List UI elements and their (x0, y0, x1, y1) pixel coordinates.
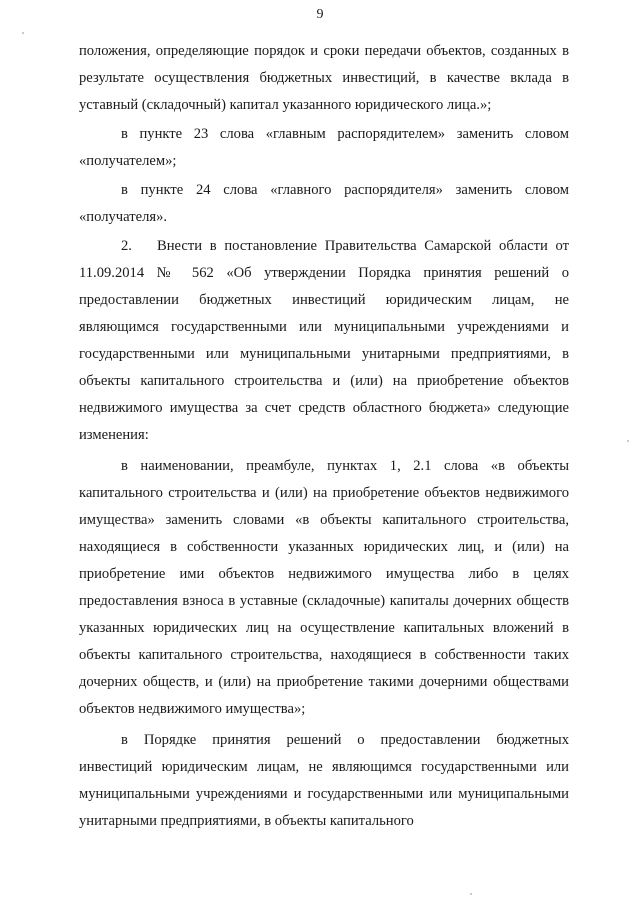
scan-speck (627, 440, 629, 442)
scan-speck (470, 893, 472, 895)
scan-speck (22, 32, 24, 34)
paragraph-section-2 (79, 233, 569, 449)
paragraph-item-23: в пункте 23 слова «главным распорядителем» заменить словом «получателем»; (79, 126, 569, 169)
section-text: Внести в постановление Правительства Самарской области от 11.09.2014 № 562 «Об утверждении Порядка принятия решений о предоставлении бюджетных инвестиций юридическим лицам, не являющимся государственными или муниципальными учреждениями и государственными или муниципальными унитарными предприятиями, в объекты капитального строительства и (или) на приобретение объектов недвижимого имущества за счет средств областного бюджета» следующие изменения: (79, 238, 569, 443)
section-number: 2. (121, 238, 132, 254)
document-body (79, 38, 569, 835)
paragraph-title-amendment: в наименовании, преамбуле, пунктах 1, 2.1 слова «в объекты капитального строительства и (или) на приобретение объектов недвижимого имущества» заменить словами «в объекты капитального строительства, находящиеся в собственности указанных юридических лиц, и (или) на приобретение ими объектов недвижимого имущества либо в целях предоставления взноса в уставные (складочные) капиталы дочерних обществ указанных юридических лиц на осуществление капитальных вложений в объекты капитального строительства, находящиеся в собственности таких дочерних обществ, и (или) на приобретение такими дочерними обществами объектов недвижимого имущества»; (79, 458, 569, 717)
paragraph-continuation: положения, определяющие порядок и сроки передачи объектов, созданных в результате осуществления бюджетных инвестиций, в качестве вклада в уставный (складочный) капитал указанного юридического лица.»; (79, 43, 569, 113)
paragraph-procedure-amendment: в Порядке принятия решений о предоставлении бюджетных инвестиций юридическим лицам, не являющимся государственными или муниципальными учреждениями и государственными или муниципальными унитарными предприятиями, в объекты капитального (79, 732, 569, 829)
paragraph-item-24: в пункте 24 слова «главного распорядителя» заменить словом «получателя». (79, 182, 569, 225)
page-number: 9 (316, 7, 324, 22)
